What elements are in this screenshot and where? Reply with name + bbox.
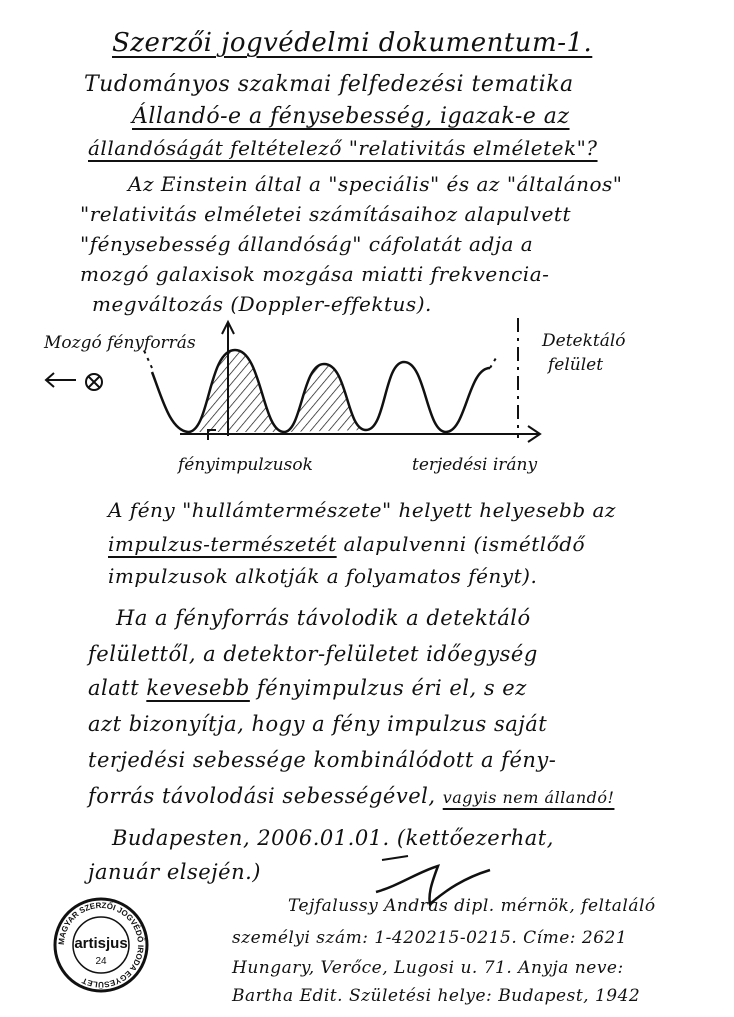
conclusion-emphasis: vagyis nem állandó! (442, 788, 615, 807)
paragraph3-line-1: Ha a fényforrás távolodik a detektáló (116, 606, 531, 630)
paragraph1-line: Az Einstein által a "speciális" és az "általános" (128, 172, 623, 196)
detector-label-line-1: Detektáló (542, 331, 626, 351)
date-line-2: január elsején.) (88, 860, 261, 884)
stamp-number: 24 (95, 956, 107, 967)
signature-line-3: Hungary, Verőce, Lugosi u. 71. Anyja neve: (232, 958, 624, 978)
paragraph2-line-2-rest: alapulvenni (ismétlődő (336, 532, 586, 556)
wave-dotted-end (490, 358, 496, 368)
impulse-nature-emphasis: impulzus-természetét (108, 532, 337, 556)
hatched-pulse-1 (188, 350, 284, 432)
paragraph2-line-3: impulzusok alkotják a folyamatos fényt). (108, 564, 538, 588)
detector-label-line-2: felület (548, 355, 604, 375)
pulses-label: fényimpulzusok (178, 455, 313, 475)
light-pulse-diagram (30, 318, 626, 486)
hatched-pulse-2 (284, 364, 366, 432)
signature-line-1: Tejfalussy András dipl. mérnök, feltaláló (288, 896, 656, 916)
artisjus-stamp (52, 896, 150, 994)
signature-line-4: Bartha Edit. Születési helye: Budapest, 1942 (232, 986, 641, 1006)
fewer-emphasis: kevesebb (146, 676, 250, 700)
paragraph3-line-6-main: forrás távolodási sebességével, (88, 784, 443, 808)
paragraph3-line-2: felülettől, a detektor-felületet időegység (88, 642, 538, 666)
paragraph3-line-3-post: fényimpulzus éri el, s ez (249, 676, 527, 700)
artisjus-logo: artisjus (74, 935, 128, 952)
question-line-1: Állandó-e a fénysebesség, igazak-e az (132, 104, 570, 129)
document-subtitle: Tudományos szakmai felfedezési tematika (84, 72, 574, 97)
paragraph1-line: mozgó galaxisok mozgása miatti frekvencia- (80, 262, 550, 286)
paragraph3-line-6 (88, 784, 614, 808)
paragraph3-line-3 (88, 676, 527, 700)
paragraph3-line-4: azt bizonyítja, hogy a fény impulzus saját (88, 712, 548, 736)
paragraph1-line: "relativitás elméletei számításaihoz alapulvett (80, 202, 571, 226)
document-title: Szerzői jogvédelmi dokumentum-1. (112, 28, 593, 58)
paragraph1-line: megváltozás (Doppler-effektus). (92, 292, 432, 316)
paragraph3-line-3-pre: alatt (88, 676, 147, 700)
direction-label: terjedési irány (412, 455, 538, 475)
question-line-2: állandóságát feltételező "relativitás elméletek"? (88, 136, 598, 160)
stamp-ring-text: MAGYAR SZERZŐI JOGVÉDŐ IRODA EGYESÜLET (56, 900, 146, 990)
source-label: Mozgó fényforrás (44, 333, 196, 353)
arrow-left-icon (46, 373, 76, 387)
signature-line-2: személyi szám: 1-420215-0215. Címe: 2621 (232, 928, 628, 948)
paragraph2-line-2 (108, 532, 585, 556)
paragraph2-line-1: A fény "hullámtermészete" helyett helyesebb az (108, 498, 616, 522)
date-line-1: Budapesten, 2006.01.01. (kettőezerhat, (112, 826, 554, 850)
light-source-icon (86, 374, 102, 390)
paragraph1-line: "fénysebesség állandóság" cáfolatát adja a (80, 232, 534, 256)
paragraph3-line-5: terjedési sebessége kombinálódott a fény- (88, 748, 557, 772)
